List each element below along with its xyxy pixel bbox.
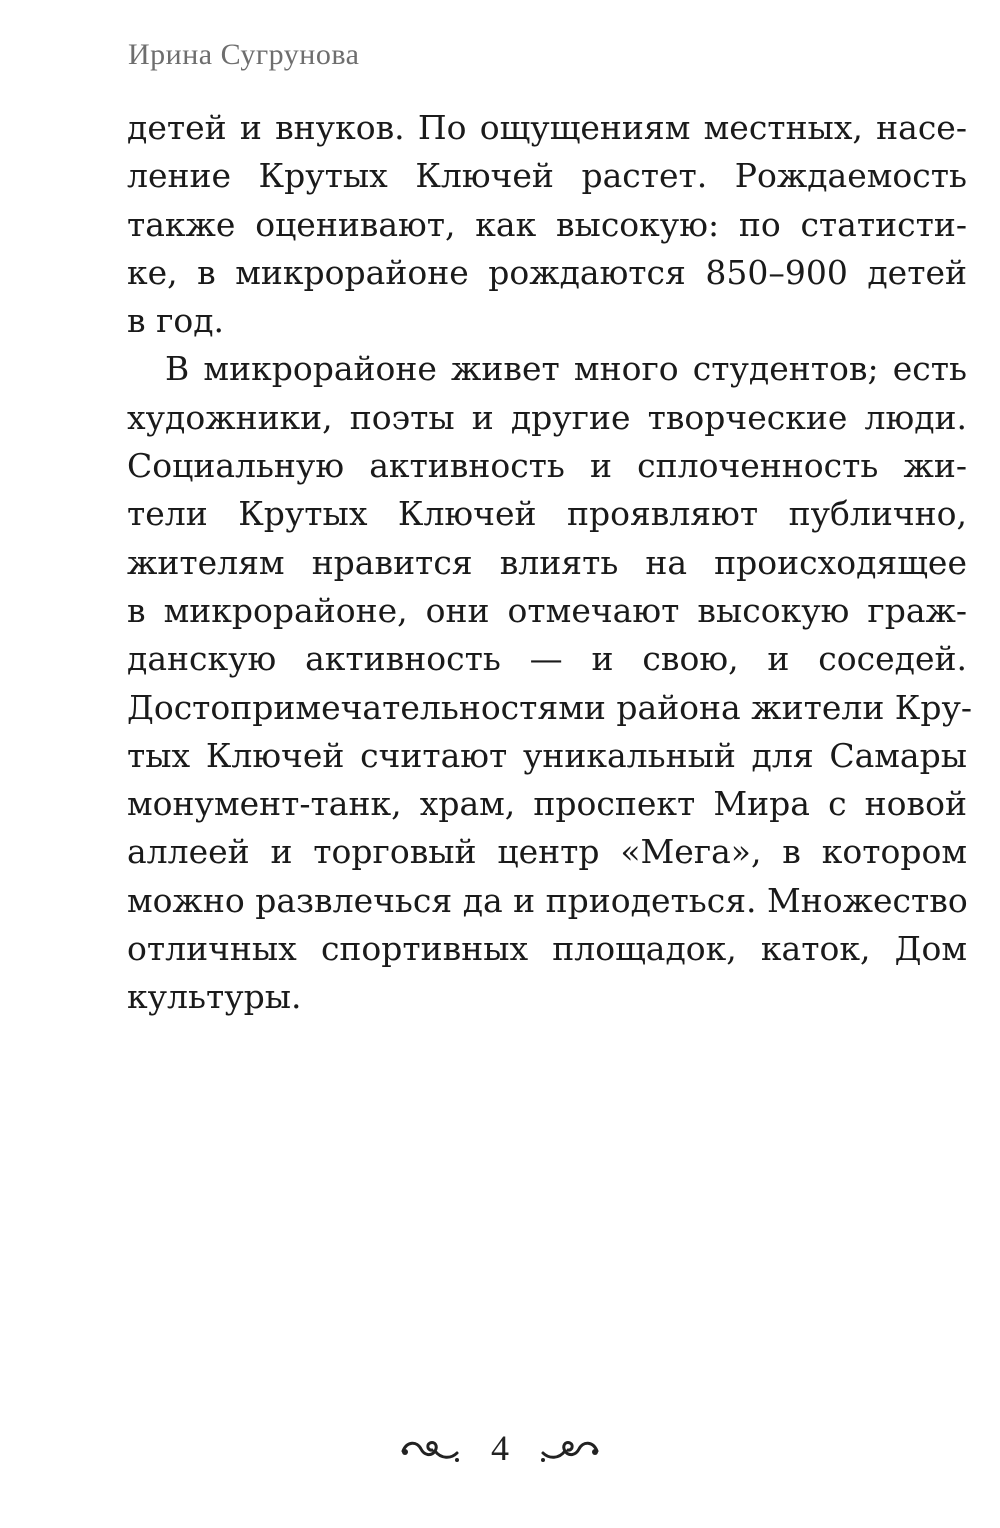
text-line: Социальную активность и сплоченность жи- <box>127 446 967 486</box>
text-line: культуры. <box>127 977 302 1017</box>
text-line: ке, в микрорайоне рождаются 850–900 детей <box>127 252 967 292</box>
text-line: аллеей и торговый центр «Мега», в котором <box>127 832 967 872</box>
paragraph-2 <box>127 345 973 1021</box>
page-footer <box>0 1418 1000 1478</box>
page-number: 4 <box>491 1428 509 1468</box>
running-head-author: Ирина Сугрунова <box>128 38 360 71</box>
text-line: Достопримечательностями района жители Кру- <box>127 687 973 727</box>
swirl-ornament-right-icon <box>539 1431 601 1465</box>
text-line: тых Ключей считают уникальный для Самары <box>127 735 967 775</box>
text-line: детей и внуков. По ощущениям местных, насе- <box>127 108 967 147</box>
paragraph-1 <box>127 104 967 345</box>
text-line: художники, поэты и другие творческие люди. <box>127 397 967 437</box>
text-line: монумент-танк, храм, проспект Мира с новой <box>127 784 967 824</box>
text-line: отличных спортивных площадок, каток, Дом <box>127 929 967 969</box>
text-line: ление Крутых Ключей растет. Рождаемость <box>127 156 967 196</box>
text-line: в микрорайоне, они отмечают высокую граж- <box>127 590 967 630</box>
text-line: тели Крутых Ключей проявляют публично, <box>127 494 967 534</box>
text-line: можно развлечься да и приодеться. Множество <box>127 880 968 920</box>
text-line: также оценивают, как высокую: по статисти- <box>127 204 967 244</box>
text-line: в год. <box>127 301 225 341</box>
swirl-ornament-left-icon <box>399 1431 461 1465</box>
text-line: данскую активность — и свою, и соседей. <box>127 639 967 679</box>
text-line: В микрорайоне живет много студентов; есть <box>165 349 967 389</box>
body-text <box>127 104 973 1022</box>
text-line: жителям нравится влиять на происходящее <box>127 542 967 582</box>
